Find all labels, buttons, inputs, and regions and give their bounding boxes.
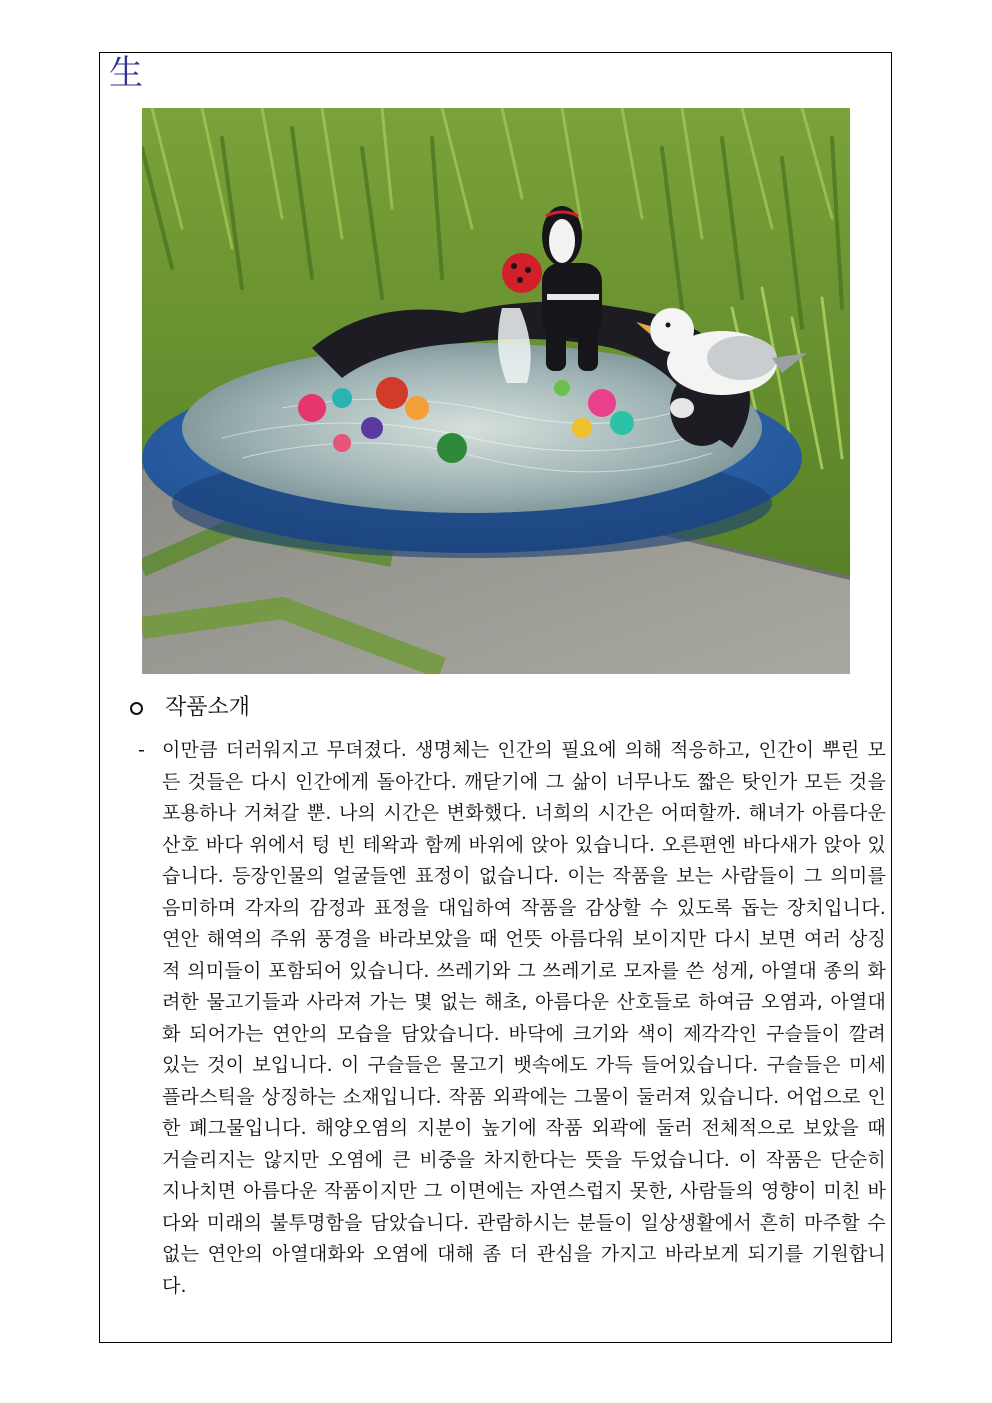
dash-bullet: -: [138, 739, 145, 761]
artwork-photo: [142, 108, 850, 674]
description-block: [138, 735, 886, 1302]
section-heading-text: 작품소개: [165, 695, 251, 720]
red-float-ball: [502, 253, 542, 293]
section-heading: [130, 690, 250, 726]
document-frame: [99, 52, 892, 1343]
artwork-illustration: [142, 108, 850, 674]
circle-bullet-icon: [130, 702, 143, 715]
description-paragraph: 이만큼 더러워지고 무뎌졌다. 생명체는 인간의 필요에 의해 적응하고, 인간이 뿌린 모든 것들은 다시 인간에게 돌아간다. 깨닫기에 그 삶이 너무나도 짧은 탓인가 모든 것을 포용하나 거쳐갈 뿐. 나의 시간은 변화했다. 너희의 시간은 어떠할까. 해녀가 아름다운 산호 바다 위에서 텅 빈 테왁과 함께 바위에 앉아 있습니다. 오른편엔 바다새가 앉아 있습니다. 등장인물의 얼굴들엔 표정이 없습니다. 이는 작품을 보는 사람들이 그 의미를 음미하며 각자의 감정과 표정을 대입하여 작품을 감상할 수 있도록 돕는 장치입니다. 연안 해역의 주위 풍경을 바라보았을 때 언뜻 아름다워 보이지만 다시 보면 여러 상징적 의미들이 포함되어 있습니다. 쓰레기와 그 쓰레기로 모자를 쓴 성게, 아열대 종의 화려한 물고기들과 사라져 가는 몇 없는 해초, 아름다운 산호들로 하여금 오염과, 아열대 화 되어가는 연안의 모습을 담았습니다. 바닥에 크기와 색이 제각각인 구슬들이 깔려 있는 것이 보입니다. 이 구슬들은 물고기 뱃속에도 가득 들어있습니다. 구슬들은 미세 플라스틱을 상징하는 소재입니다. 작품 외곽에는 그물이 둘러져 있습니다. 어업으로 인한 폐그물입니다. 해양오염의 지분이 높기에 작품 외곽에 둘러 전체적으로 보았을 때 거슬리지는 않지만 오염에 큰 비중을 차지한다는 뜻을 두었습니다. 이 작품은 단순히 지나치면 아름다운 작품이지만 그 이면에는 자연스럽지 못한, 사람들의 영향이 미친 바다와 미래의 불투명함을 담았습니다. 관람하시는 분들이 일상생활에서 흔히 마주할 수 없는 연안의 아열대화와 오염에 대해 좀 더 관심을 가지고 바라보게 되기를 기원합니다.: [162, 739, 886, 1297]
title-character: 生: [109, 53, 143, 93]
